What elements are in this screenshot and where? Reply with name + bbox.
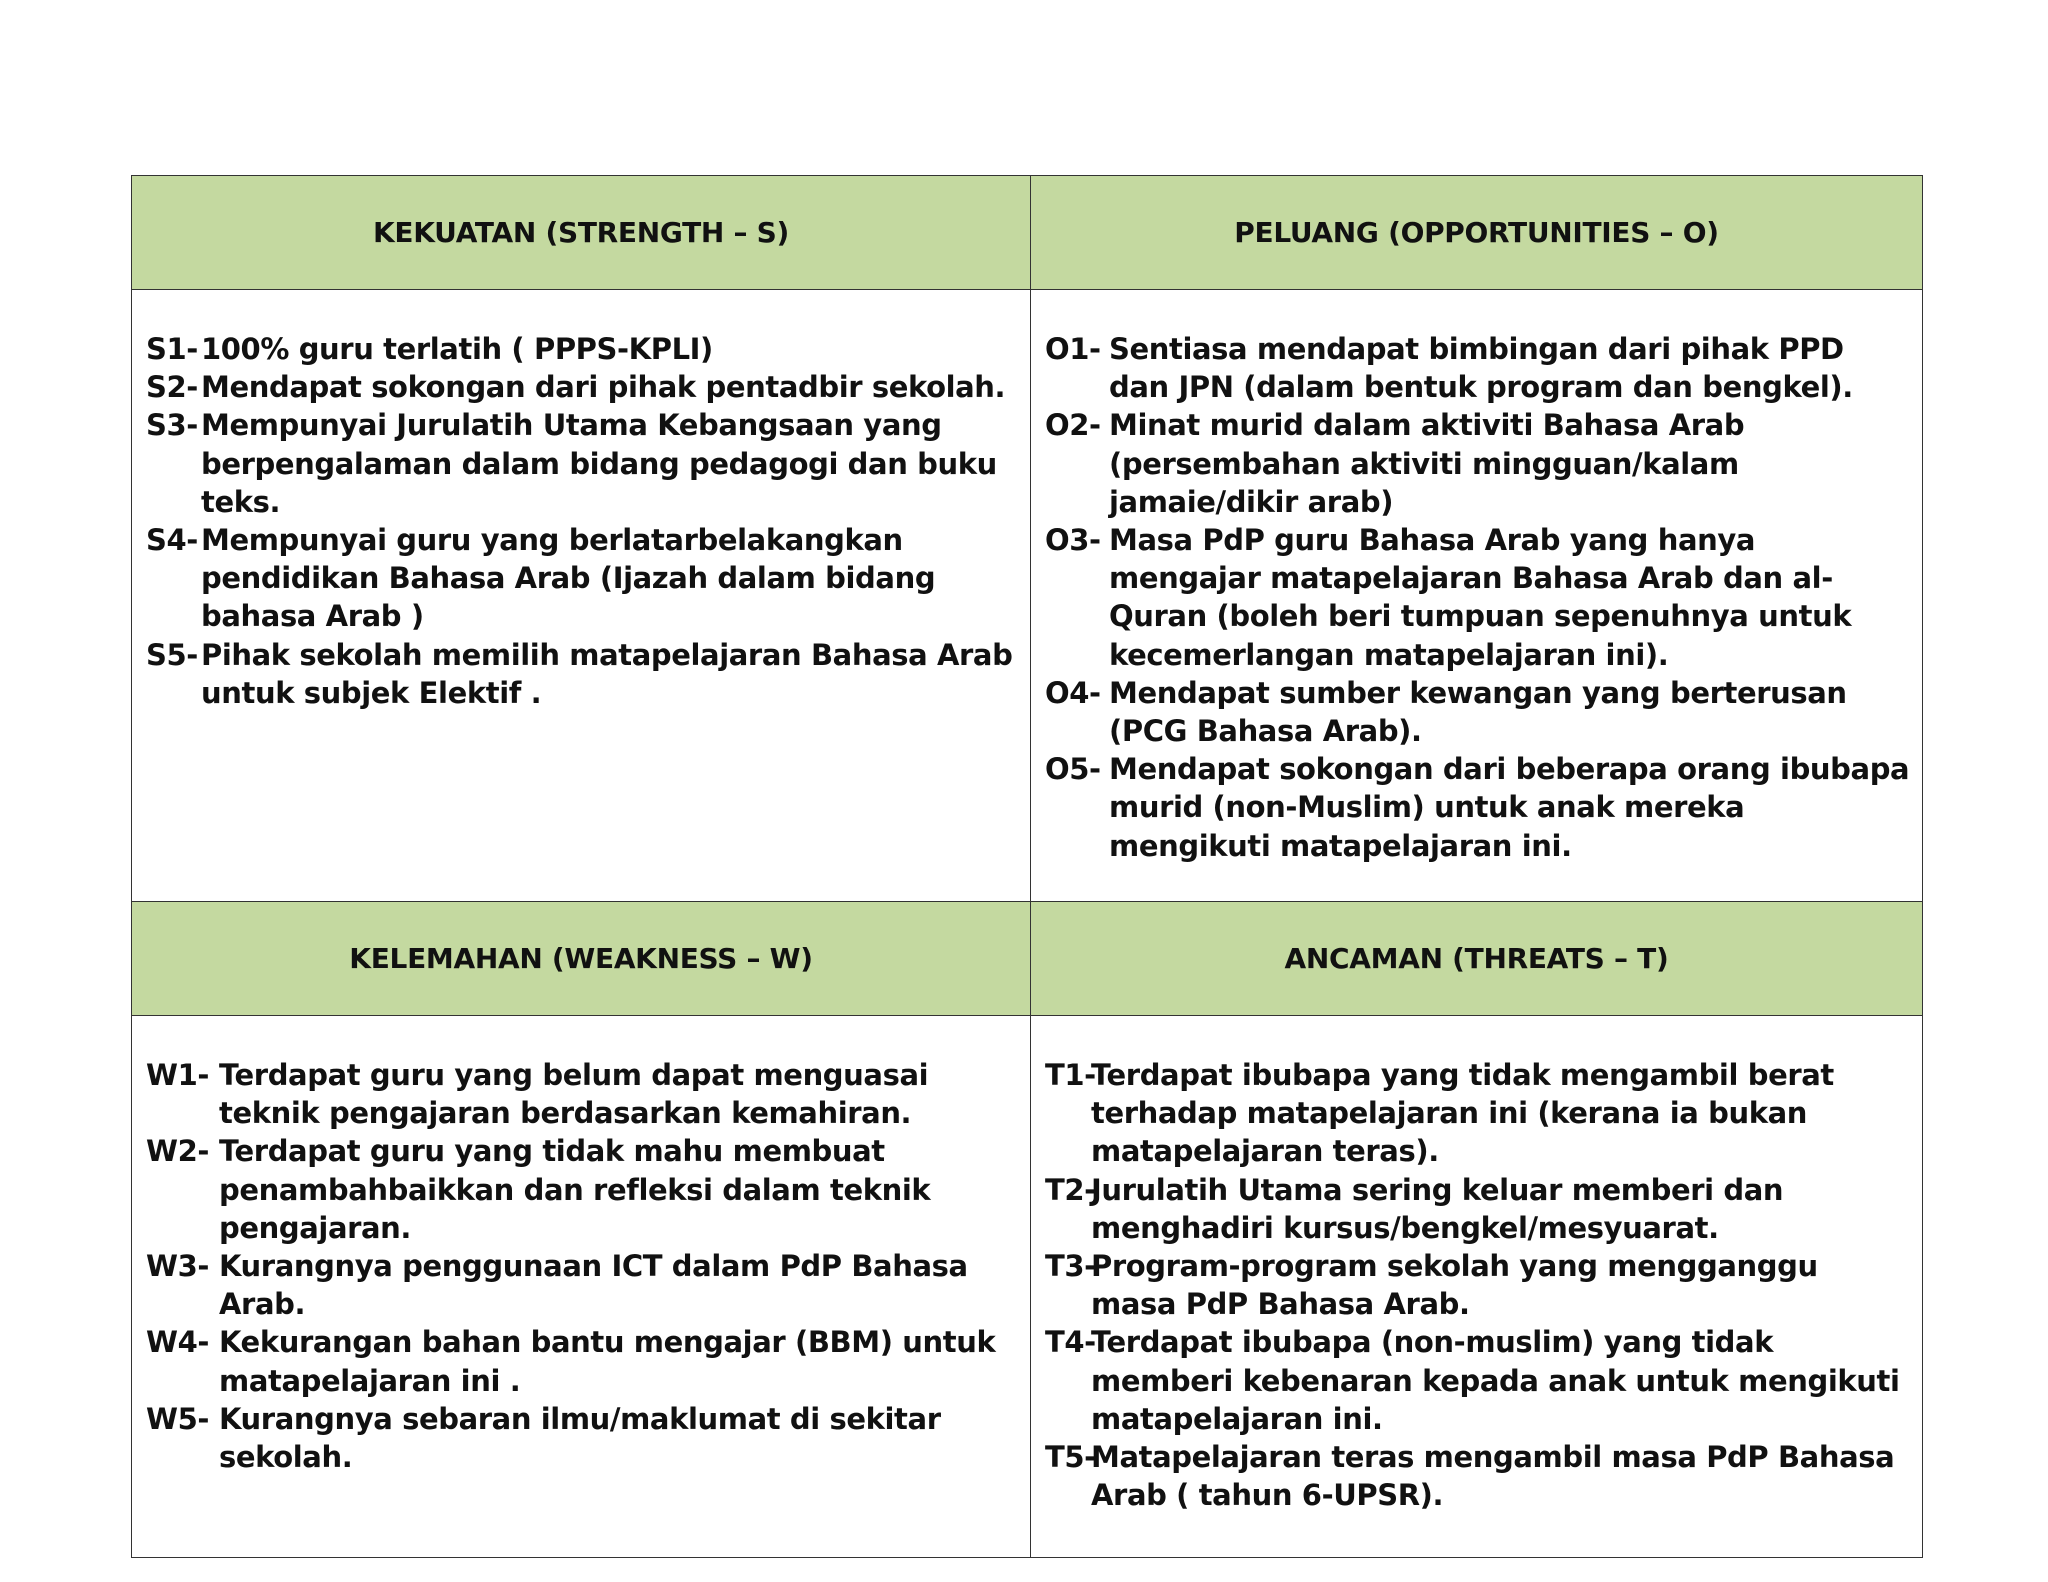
item-code: O3- — [1045, 523, 1101, 558]
item-code: O4- — [1045, 675, 1101, 710]
threats-cell — [1031, 1016, 1923, 1558]
item-text: Kurangnya sebaran ilmu/maklumat di sekitar sekolah. — [219, 1401, 941, 1475]
item-code: T2- — [1045, 1172, 1096, 1207]
threats-list — [1045, 1056, 1910, 1514]
strength-cell — [132, 290, 1031, 902]
item-text: Minat murid dalam aktiviti Bahasa Arab (persembahan aktiviti mingguan/kalam jamaie/dikir arab) — [1109, 408, 1745, 519]
swot-header-row-top — [132, 176, 1923, 290]
opportunities-cell — [1031, 290, 1923, 902]
item-code: T1- — [1045, 1058, 1096, 1092]
item-code: T3- — [1045, 1249, 1096, 1284]
list-item — [1045, 406, 1910, 521]
swot-table — [131, 175, 1923, 1558]
item-text: Kurangnya penggunaan ICT dalam PdP Bahasa Arab. — [219, 1249, 968, 1322]
item-code: T4- — [1045, 1325, 1096, 1360]
list-item — [1045, 750, 1910, 865]
list-item — [1045, 1438, 1910, 1514]
item-text: Masa PdP guru Bahasa Arab yang hanya mengajar matapelajaran Bahasa Arab dan al-Quran (boleh beri tumpuan sepenuhnya untuk kecemerlangan matapelajaran ini). — [1109, 523, 1852, 672]
list-item — [146, 1400, 1018, 1476]
swot-body-row-top — [132, 290, 1923, 902]
list-item — [146, 636, 1018, 712]
list-item — [1045, 1323, 1910, 1438]
item-code: T5- — [1045, 1440, 1096, 1475]
item-text: Mendapat sokongan dari beberapa orang ibubapa murid (non-Muslim) untuk anak mereka mengikuti matapelajaran ini. — [1109, 752, 1910, 863]
item-text: Terdapat ibubapa (non-muslim) yang tidak memberi kebenaran kepada anak untuk mengikuti matapelajaran ini. — [1091, 1325, 1900, 1436]
weakness-heading: KELEMAHAN (WEAKNESS – W) — [132, 902, 1031, 1016]
list-item — [1045, 674, 1910, 750]
item-code: W3- — [146, 1249, 210, 1284]
item-code: S1- — [146, 332, 198, 366]
opportunities-heading: PELUANG (OPPORTUNITIES – O) — [1031, 176, 1923, 290]
list-item — [146, 368, 1018, 406]
list-item — [146, 1323, 1018, 1399]
weakness-list — [146, 1056, 1018, 1476]
strength-list — [146, 330, 1018, 712]
item-code: W2- — [146, 1134, 210, 1169]
list-item — [1045, 1247, 1910, 1323]
item-code: S4- — [146, 523, 198, 558]
item-text: Mendapat sumber kewangan yang berterusan (PCG Bahasa Arab). — [1109, 675, 1847, 749]
item-text: Sentiasa mendapat bimbingan dari pihak PPD dan JPN (dalam bentuk program dan bengkel). — [1109, 332, 1853, 405]
list-item — [1045, 330, 1910, 406]
item-code: W4- — [146, 1325, 210, 1360]
swot-header-row-bottom — [132, 902, 1923, 1016]
item-text: Mempunyai Jurulatih Utama Kebangsaan yang berpengalaman dalam bidang pedagogi dan buku teks. — [201, 408, 997, 519]
item-text: Mendapat sokongan dari pihak pentadbir sekolah. — [201, 370, 1006, 405]
item-text: Mempunyai guru yang berlatarbelakangkan pendidikan Bahasa Arab (Ijazah dalam bidang bahasa Arab ) — [201, 523, 936, 634]
list-item — [146, 406, 1018, 521]
weakness-cell — [132, 1016, 1031, 1558]
item-code: W1- — [146, 1058, 210, 1092]
item-code: S5- — [146, 637, 198, 672]
list-item — [1045, 1171, 1910, 1247]
list-item — [146, 330, 1018, 368]
threats-heading: ANCAMAN (THREATS – T) — [1031, 902, 1923, 1016]
item-code: O2- — [1045, 408, 1101, 443]
item-text: 100% guru terlatih ( PPPS-KPLI) — [201, 332, 713, 366]
item-code: S2- — [146, 370, 198, 405]
item-text: Jurulatih Utama sering keluar memberi dan menghadiri kursus/bengkel/mesyuarat. — [1091, 1172, 1784, 1245]
strength-heading: KEKUATAN (STRENGTH – S) — [132, 176, 1031, 290]
item-text: Kekurangan bahan bantu mengajar (BBM) untuk matapelajaran ini . — [219, 1325, 996, 1398]
list-item — [146, 1132, 1018, 1247]
item-code: O1- — [1045, 332, 1101, 366]
opportunities-list — [1045, 330, 1910, 865]
item-text: Matapelajaran teras mengambil masa PdP Bahasa Arab ( tahun 6-UPSR). — [1091, 1440, 1895, 1513]
item-code: O5- — [1045, 752, 1101, 787]
list-item — [146, 521, 1018, 636]
list-item — [146, 1056, 1018, 1132]
list-item — [1045, 521, 1910, 674]
item-text: Pihak sekolah memilih matapelajaran Bahasa Arab untuk subjek Elektif . — [201, 637, 1013, 710]
item-text: Program-program sekolah yang mengganggu masa PdP Bahasa Arab. — [1091, 1249, 1818, 1322]
item-text: Terdapat guru yang tidak mahu membuat penambahbaikkan dan refleksi dalam teknik pengajaran. — [219, 1134, 931, 1245]
item-text: Terdapat ibubapa yang tidak mengambil berat terhadap matapelajaran ini (kerana ia bukan matapelajaran teras). — [1091, 1058, 1834, 1169]
list-item — [146, 1247, 1018, 1323]
item-code: W5- — [146, 1401, 210, 1436]
swot-body-row-bottom — [132, 1016, 1923, 1558]
item-text: Terdapat guru yang belum dapat menguasai teknik pengajaran berdasarkan kemahiran. — [219, 1058, 929, 1131]
list-item — [1045, 1056, 1910, 1171]
item-code: S3- — [146, 408, 198, 443]
